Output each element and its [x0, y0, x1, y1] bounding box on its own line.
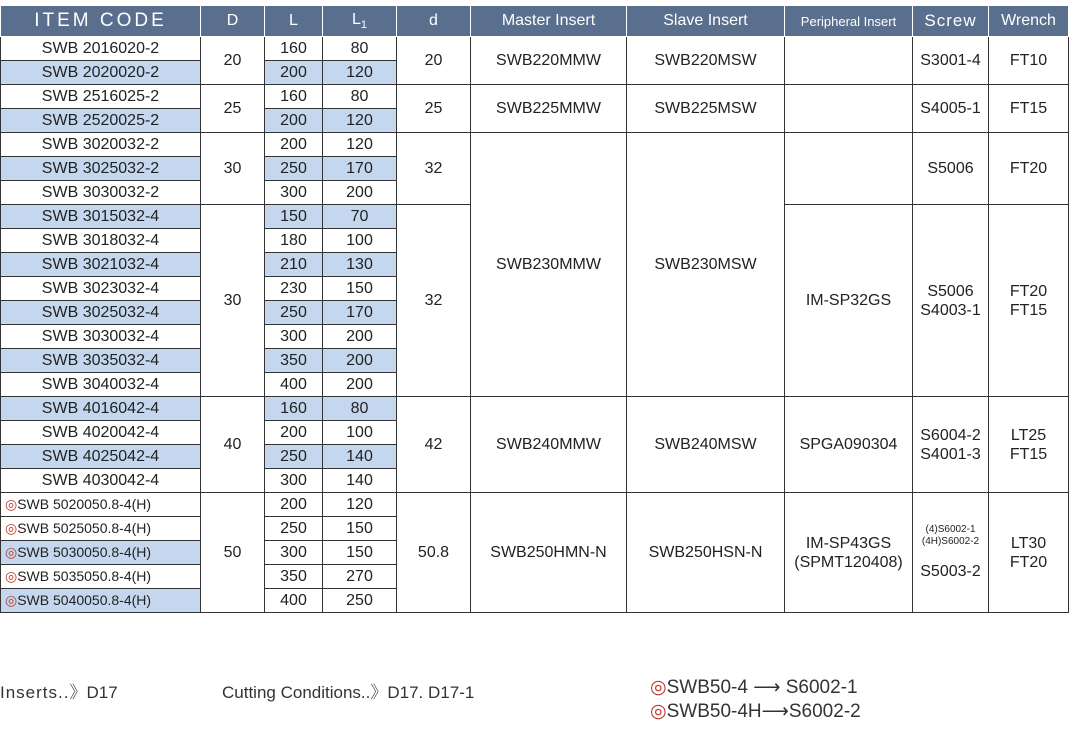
L-cell: 250	[265, 157, 323, 181]
item-code-cell	[1, 565, 201, 589]
item-code-text: SWB 5025050.8-4(H)	[17, 520, 152, 536]
D-cell: 30	[201, 133, 265, 205]
screw-line: S4003-1	[920, 301, 981, 319]
spec-table	[0, 5, 1069, 613]
item-code-text: SWB 5030050.8-4(H)	[17, 544, 152, 560]
item-code-cell: SWB 3025032-4	[1, 301, 201, 325]
wrench-cell: FT10	[989, 37, 1069, 85]
L1-cell: 200	[323, 325, 397, 349]
item-code-cell: SWB 2016020-2	[1, 37, 201, 61]
item-code-cell: SWB 3030032-2	[1, 181, 201, 205]
peripheral-insert-cell: SPGA090304	[785, 397, 913, 493]
L1-cell: 200	[323, 349, 397, 373]
note1-from: SWB50-4	[666, 677, 748, 698]
L-cell: 350	[265, 349, 323, 373]
L-cell: 300	[265, 325, 323, 349]
item-code-cell: SWB 3025032-2	[1, 157, 201, 181]
header-master-insert: Master Insert	[471, 6, 627, 37]
item-code-cell: SWB 2020020-2	[1, 61, 201, 85]
D-cell: 40	[201, 397, 265, 493]
master-insert-cell: SWB230MMW	[471, 133, 627, 397]
L1-cell: 120	[323, 493, 397, 517]
cutting-conditions-reference	[222, 678, 474, 703]
item-code-cell	[1, 493, 201, 517]
L-cell: 160	[265, 397, 323, 421]
arrow-right-icon: ⟶	[761, 701, 789, 722]
L1-cell: 80	[323, 37, 397, 61]
item-code-cell: SWB 3040032-4	[1, 373, 201, 397]
inserts-page-ref: D17	[86, 683, 118, 702]
L1-cell: 270	[323, 565, 397, 589]
double-circle-icon: ◎	[650, 677, 667, 698]
screw-line: (4H)S6002-2	[921, 536, 980, 547]
L1-cell: 120	[323, 133, 397, 157]
header-L1-main: L	[351, 10, 361, 28]
item-code-cell: SWB 3018032-4	[1, 229, 201, 253]
master-insert-cell: SWB240MMW	[471, 397, 627, 493]
item-code-cell: SWB 4030042-4	[1, 469, 201, 493]
wrench-cell: FT20	[989, 133, 1069, 205]
peripheral-line: (SPMT120408)	[794, 553, 903, 571]
peripheral-insert-cell: IM-SP32GS	[785, 205, 913, 397]
L-cell: 200	[265, 109, 323, 133]
chevron-right-icon: 》	[69, 683, 87, 702]
item-code-cell: SWB 4025042-4	[1, 445, 201, 469]
table-row	[1, 133, 1069, 157]
slave-insert-cell: SWB220MSW	[627, 37, 785, 85]
table-row	[1, 397, 1069, 421]
inserts-label: Inserts..	[0, 683, 70, 702]
L-cell: 180	[265, 229, 323, 253]
header-item-code: ITEM CODE	[1, 6, 201, 37]
note1-to: S6002-1	[785, 677, 858, 698]
slave-insert-cell: SWB230MSW	[627, 133, 785, 397]
D-cell: 20	[201, 37, 265, 85]
L-cell: 350	[265, 565, 323, 589]
d-cell: 25	[397, 85, 471, 133]
wrench-cell: FT15	[989, 85, 1069, 133]
L-cell: 200	[265, 493, 323, 517]
item-code-cell: SWB 2516025-2	[1, 85, 201, 109]
item-code-cell: SWB 2520025-2	[1, 109, 201, 133]
d-cell: 32	[397, 205, 471, 397]
note2-to: S6002-2	[788, 701, 861, 722]
header-L: L	[265, 6, 323, 37]
item-code-cell: SWB 3035032-4	[1, 349, 201, 373]
L1-cell: 200	[323, 181, 397, 205]
screw-line: S5006	[927, 282, 974, 300]
wrench-line: FT20	[1009, 282, 1048, 300]
L-cell: 250	[265, 301, 323, 325]
item-code-cell: SWB 3015032-4	[1, 205, 201, 229]
item-code-cell: SWB 3030032-4	[1, 325, 201, 349]
L1-cell: 100	[323, 421, 397, 445]
L1-cell: 80	[323, 397, 397, 421]
screw-line: S5003-2	[920, 563, 981, 580]
screw-cell: S5006	[913, 133, 989, 205]
header-L1	[323, 6, 397, 37]
wrench-line: LT30	[1010, 534, 1047, 552]
screw-cell	[913, 205, 989, 397]
chevron-right-icon: 》	[370, 683, 388, 702]
L1-cell: 170	[323, 157, 397, 181]
wrench-line: LT25	[1010, 426, 1047, 444]
table-row	[1, 493, 1069, 517]
L1-cell: 170	[323, 301, 397, 325]
header-row	[1, 6, 1069, 37]
arrow-right-icon: ⟶	[753, 677, 781, 698]
L1-cell: 140	[323, 469, 397, 493]
header-D: D	[201, 6, 265, 37]
L1-cell: 150	[323, 541, 397, 565]
screw-line: (4)S6002-1	[925, 524, 976, 535]
master-insert-cell: SWB220MMW	[471, 37, 627, 85]
header-L1-sub: 1	[360, 19, 368, 32]
wrench-cell	[989, 493, 1069, 613]
d-cell: 42	[397, 397, 471, 493]
D-cell: 30	[201, 205, 265, 397]
table-row	[1, 85, 1069, 109]
L-cell: 150	[265, 205, 323, 229]
double-circle-icon: ◎	[5, 592, 18, 608]
item-code-cell	[1, 541, 201, 565]
D-cell: 25	[201, 85, 265, 133]
L-cell: 300	[265, 469, 323, 493]
screw-note-2	[650, 700, 861, 723]
item-code-cell	[1, 589, 201, 613]
master-insert-cell: SWB250HMN-N	[471, 493, 627, 613]
L1-cell: 150	[323, 517, 397, 541]
L1-cell: 250	[323, 589, 397, 613]
wrench-line: FT15	[1009, 445, 1048, 463]
L-cell: 300	[265, 541, 323, 565]
header-wrench: Wrench	[989, 6, 1069, 37]
L1-cell: 150	[323, 277, 397, 301]
wrench-cell	[989, 205, 1069, 397]
screw-line: S4001-3	[920, 445, 981, 463]
double-circle-icon: ◎	[5, 544, 18, 560]
peripheral-insert-cell	[785, 133, 913, 205]
peripheral-insert-cell	[785, 493, 913, 613]
L-cell: 400	[265, 373, 323, 397]
d-cell: 20	[397, 37, 471, 85]
L-cell: 210	[265, 253, 323, 277]
peripheral-insert-cell	[785, 37, 913, 85]
L1-cell: 130	[323, 253, 397, 277]
wrench-cell	[989, 397, 1069, 493]
header-screw: Screw	[913, 6, 989, 37]
double-circle-icon: ◎	[5, 496, 18, 512]
L1-cell: 100	[323, 229, 397, 253]
L1-cell: 120	[323, 61, 397, 85]
L-cell: 200	[265, 133, 323, 157]
double-circle-icon: ◎	[5, 568, 18, 584]
table-row	[1, 37, 1069, 61]
L1-cell: 140	[323, 445, 397, 469]
L1-cell: 70	[323, 205, 397, 229]
item-code-cell: SWB 3021032-4	[1, 253, 201, 277]
L-cell: 230	[265, 277, 323, 301]
L-cell: 300	[265, 181, 323, 205]
screw-cell	[913, 493, 989, 613]
item-code-cell: SWB 3020032-2	[1, 133, 201, 157]
header-peripheral-insert: Peripheral Insert	[785, 6, 913, 37]
slave-insert-cell: SWB240MSW	[627, 397, 785, 493]
item-code-cell: SWB 4016042-4	[1, 397, 201, 421]
header-d: d	[397, 6, 471, 37]
screw-cell: S3001-4	[913, 37, 989, 85]
peripheral-insert-cell	[785, 85, 913, 133]
screw-cell: S4005-1	[913, 85, 989, 133]
screw-cell	[913, 397, 989, 493]
item-code-cell: SWB 4020042-4	[1, 421, 201, 445]
item-code-cell	[1, 517, 201, 541]
L-cell: 250	[265, 517, 323, 541]
d-cell: 32	[397, 133, 471, 205]
double-circle-icon: ◎	[650, 701, 667, 722]
L-cell: 250	[265, 445, 323, 469]
L1-cell: 200	[323, 373, 397, 397]
L1-cell: 120	[323, 109, 397, 133]
L-cell: 160	[265, 37, 323, 61]
item-code-cell: SWB 3023032-4	[1, 277, 201, 301]
screw-note-1	[650, 676, 858, 699]
L-cell: 200	[265, 61, 323, 85]
cutting-page-ref: D17. D17-1	[387, 683, 475, 702]
inserts-reference	[0, 678, 118, 703]
master-insert-cell: SWB225MMW	[471, 85, 627, 133]
header-slave-insert: Slave Insert	[627, 6, 785, 37]
cutting-label: Cutting Conditions..	[222, 683, 371, 702]
L-cell: 160	[265, 85, 323, 109]
L-cell: 400	[265, 589, 323, 613]
wrench-line: FT15	[1009, 301, 1048, 319]
screw-line: S6004-2	[920, 426, 981, 444]
item-code-text: SWB 5040050.8-4(H)	[17, 592, 152, 608]
L1-cell: 80	[323, 85, 397, 109]
peripheral-line: IM-SP43GS	[805, 534, 892, 552]
L-cell: 200	[265, 421, 323, 445]
wrench-line: FT20	[1009, 553, 1048, 571]
note2-from: SWB50-4H	[666, 701, 762, 722]
slave-insert-cell: SWB225MSW	[627, 85, 785, 133]
item-code-text: SWB 5020050.8-4(H)	[17, 496, 152, 512]
slave-insert-cell: SWB250HSN-N	[627, 493, 785, 613]
double-circle-icon: ◎	[5, 520, 18, 536]
D-cell: 50	[201, 493, 265, 613]
d-cell: 50.8	[397, 493, 471, 613]
item-code-text: SWB 5035050.8-4(H)	[17, 568, 152, 584]
